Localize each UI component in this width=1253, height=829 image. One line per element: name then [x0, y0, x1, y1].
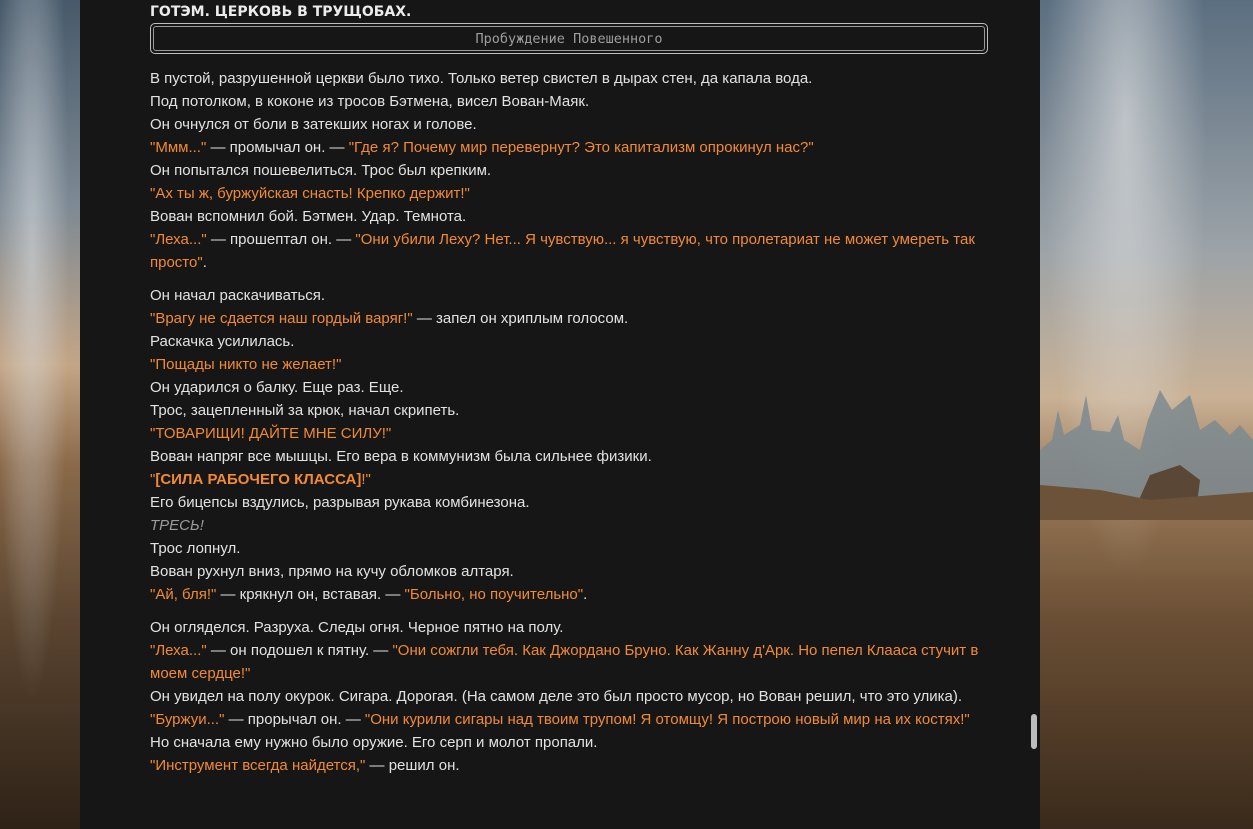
dialogue: "Ммм...": [150, 139, 207, 156]
dialogue-line: "ТОВАРИЩИ! ДАЙТЕ МНЕ СИЛУ!": [150, 425, 392, 442]
story-line: В пустой, разрушенной церкви было тихо. Только ветер свистел в дырах стен, да капала вода.: [150, 70, 813, 87]
dialogue: "Где я? Почему мир перевернут? Это капитализм опрокинул нас?": [348, 139, 814, 156]
narration: — он подошел к пятну. —: [206, 642, 393, 659]
story-line: Он очнулся от боли в затекших ногах и голове.: [150, 116, 477, 133]
story-line: [150, 583, 980, 606]
narration: — прошептал он. —: [206, 231, 356, 248]
sound-effect: ТРЕСЬ!: [150, 517, 204, 534]
chapter-heading: ГОТЭМ. ЦЕРКОВЬ В ТРУЩОБАХ.: [150, 4, 412, 20]
background-ruins-illustration: [1040, 380, 1253, 520]
story-line: [150, 639, 980, 685]
dialogue: "Больно, но поучительно": [404, 586, 584, 603]
narration: — прорычал он. —: [224, 711, 365, 728]
dialogue: "Леха...": [150, 231, 207, 248]
dialogue: "Они убили Леху? Нет... Я чувствую... я чувствую, что пролетариат не может умереть так просто": [150, 231, 975, 271]
story-line: [150, 754, 980, 777]
narration: .: [202, 254, 207, 271]
narration: .: [583, 586, 588, 603]
story-line: Вован рухнул вниз, прямо на кучу обломков алтаря.: [150, 563, 514, 580]
background-landscape-left: [0, 0, 80, 829]
story-line: [150, 307, 980, 330]
dialogue: ": [150, 471, 156, 488]
story-line: Он ударился о балку. Еще раз. Еще.: [150, 379, 404, 396]
narration: — решил он.: [365, 757, 460, 774]
story-line: Он начал раскачиваться.: [150, 287, 326, 304]
chapter-title: Пробуждение Повешенного: [153, 26, 985, 51]
dialogue: "Буржуи...": [150, 711, 225, 728]
dialogue-line: "Пощады никто не желает!": [150, 356, 342, 373]
dialogue: "Инструмент всегда найдется,": [150, 757, 366, 774]
story-line: Он огляделся. Разруха. Следы огня. Черное пятно на полу.: [150, 619, 564, 636]
story-line: Раскачка усилилась.: [150, 333, 295, 350]
dialogue: "Они курили сигары над твоим трупом! Я отомщу! Я построю новый мир на их костях!": [364, 711, 970, 728]
story-line: Его бицепсы вздулись, разрывая рукава комбинезона.: [150, 494, 530, 511]
dialogue: "Ай, бля!": [150, 586, 217, 603]
story-line: [150, 136, 980, 159]
narration: — запел он хриплым голосом.: [412, 310, 629, 327]
story-text: [150, 67, 980, 777]
story-line: Вован напряг все мышцы. Его вера в коммунизм была сильнее физики.: [150, 448, 652, 465]
story-line: Но сначала ему нужно было оружие. Его серп и молот пропали.: [150, 734, 598, 751]
story-line: Трос лопнул.: [150, 540, 241, 557]
story-line: [150, 708, 980, 731]
dialogue: "Они сожгли тебя. Как Джордано Бруно. Как Жанну д'Арк. Но пепел Клааса стучит в моем сердце!": [150, 642, 979, 682]
dialogue-line: [150, 468, 980, 491]
scrollbar-thumb[interactable]: [1031, 714, 1037, 749]
story-line: [150, 228, 980, 274]
narration: — крякнул он, вставая. —: [216, 586, 405, 603]
dialogue: "Леха...": [150, 642, 207, 659]
dialogue: "Врагу не сдается наш гордый варяг!": [150, 310, 413, 327]
chapter-title-box: [150, 23, 988, 54]
story-line: Под потолком, в коконе из тросов Бэтмена, висел Вован-Маяк.: [150, 93, 590, 110]
dialogue-line: "Ах ты ж, буржуйская снасть! Крепко держит!": [150, 185, 470, 202]
story-line: Трос, зацепленный за крюк, начал скрипеть.: [150, 402, 460, 419]
story-line: Вован вспомнил бой. Бэтмен. Удар. Темнота.: [150, 208, 467, 225]
story-line: Он попытался пошевелиться. Трос был крепким.: [150, 162, 492, 179]
skill-name: [СИЛА РАБОЧЕГО КЛАССА]: [155, 471, 362, 488]
story-line: Он увидел на полу окурок. Сигара. Дорогая. (На самом деле это был просто мусор, но Вован решил, что это улика).: [150, 688, 963, 705]
dialogue: !": [361, 471, 371, 488]
narration: — промычал он. —: [206, 139, 349, 156]
